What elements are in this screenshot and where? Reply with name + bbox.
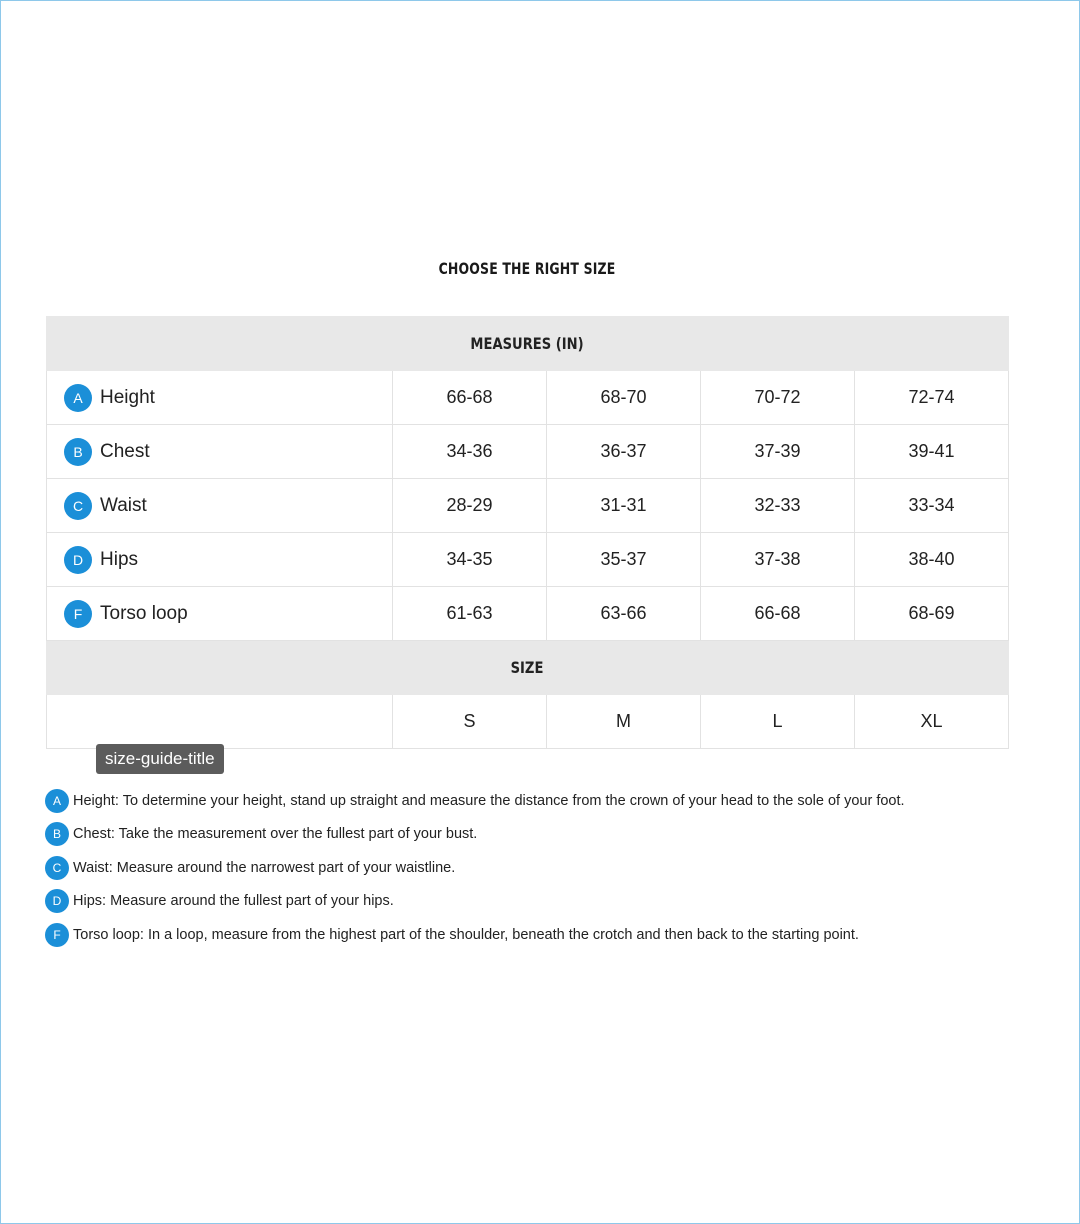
badge-d-icon: D — [45, 889, 69, 913]
row-label-cell — [47, 587, 393, 641]
badge-c-icon: C — [64, 492, 92, 520]
note-height — [45, 784, 1045, 818]
table-cell: 34-35 — [393, 533, 547, 587]
table-cell: 33-34 — [855, 479, 1009, 533]
note-text: Hips: Measure around the fullest part of your hips. — [73, 893, 394, 910]
badge-d-icon: D — [64, 546, 92, 574]
row-label-cell — [47, 479, 393, 533]
row-label-height: Height — [100, 386, 155, 408]
size-cell-l: L — [701, 695, 855, 749]
table-cell: 68-69 — [855, 587, 1009, 641]
table-cell: 35-37 — [547, 533, 701, 587]
measurement-notes — [45, 784, 1045, 952]
note-hips — [45, 885, 1045, 919]
badge-b-icon: B — [64, 438, 92, 466]
element-tooltip: size-guide-title — [96, 744, 224, 774]
row-label-waist: Waist — [100, 494, 147, 516]
size-table — [46, 316, 1009, 749]
empty-cell — [47, 695, 393, 749]
table-cell: 39-41 — [855, 425, 1009, 479]
note-waist — [45, 851, 1045, 885]
table-cell: 28-29 — [393, 479, 547, 533]
table-cell: 70-72 — [701, 371, 855, 425]
measures-header-row — [47, 317, 1009, 371]
badge-f-icon: F — [45, 923, 69, 947]
badge-f-icon: F — [64, 600, 92, 628]
table-cell: 66-68 — [701, 587, 855, 641]
table-row — [47, 533, 1009, 587]
table-cell: 37-38 — [701, 533, 855, 587]
note-text: Waist: Measure around the narrowest part of your waistline. — [73, 859, 456, 876]
table-row — [47, 371, 1009, 425]
size-cell-xl: XL — [855, 695, 1009, 749]
table-cell: 31-31 — [547, 479, 701, 533]
table-cell: 72-74 — [855, 371, 1009, 425]
table-cell: 68-70 — [547, 371, 701, 425]
row-label-cell — [47, 371, 393, 425]
table-cell: 36-37 — [547, 425, 701, 479]
table-cell: 34-36 — [393, 425, 547, 479]
table-row — [47, 425, 1009, 479]
row-label-cell — [47, 425, 393, 479]
badge-b-icon: B — [45, 822, 69, 846]
size-cell-s: S — [393, 695, 547, 749]
size-cell-m: M — [547, 695, 701, 749]
measures-header: MEASURES (IN) — [47, 317, 1009, 371]
size-guide-title: CHOOSE THE RIGHT SIZE — [438, 259, 616, 278]
row-label-torso-loop: Torso loop — [100, 602, 188, 624]
badge-c-icon: C — [45, 856, 69, 880]
table-row — [47, 479, 1009, 533]
table-cell: 32-33 — [701, 479, 855, 533]
table-cell: 66-68 — [393, 371, 547, 425]
badge-a-icon: A — [64, 384, 92, 412]
note-chest — [45, 818, 1045, 852]
table-cell: 37-39 — [701, 425, 855, 479]
row-label-cell — [47, 533, 393, 587]
note-text: Chest: Take the measurement over the fullest part of your bust. — [73, 826, 478, 843]
badge-a-icon: A — [45, 789, 69, 813]
note-text: Torso loop: In a loop, measure from the highest part of the shoulder, beneath the crotch and then back to the starting point. — [73, 926, 859, 943]
size-header: SIZE — [47, 641, 1009, 695]
table-cell: 61-63 — [393, 587, 547, 641]
note-text: Height: To determine your height, stand up straight and measure the distance from the crown of your head to the sole of your foot. — [73, 792, 905, 809]
note-torso-loop — [45, 918, 1045, 952]
table-row — [47, 587, 1009, 641]
sizes-row — [47, 695, 1009, 749]
table-cell: 38-40 — [855, 533, 1009, 587]
table-cell: 63-66 — [547, 587, 701, 641]
row-label-chest: Chest — [100, 440, 150, 462]
row-label-hips: Hips — [100, 548, 139, 570]
size-header-row — [47, 641, 1009, 695]
